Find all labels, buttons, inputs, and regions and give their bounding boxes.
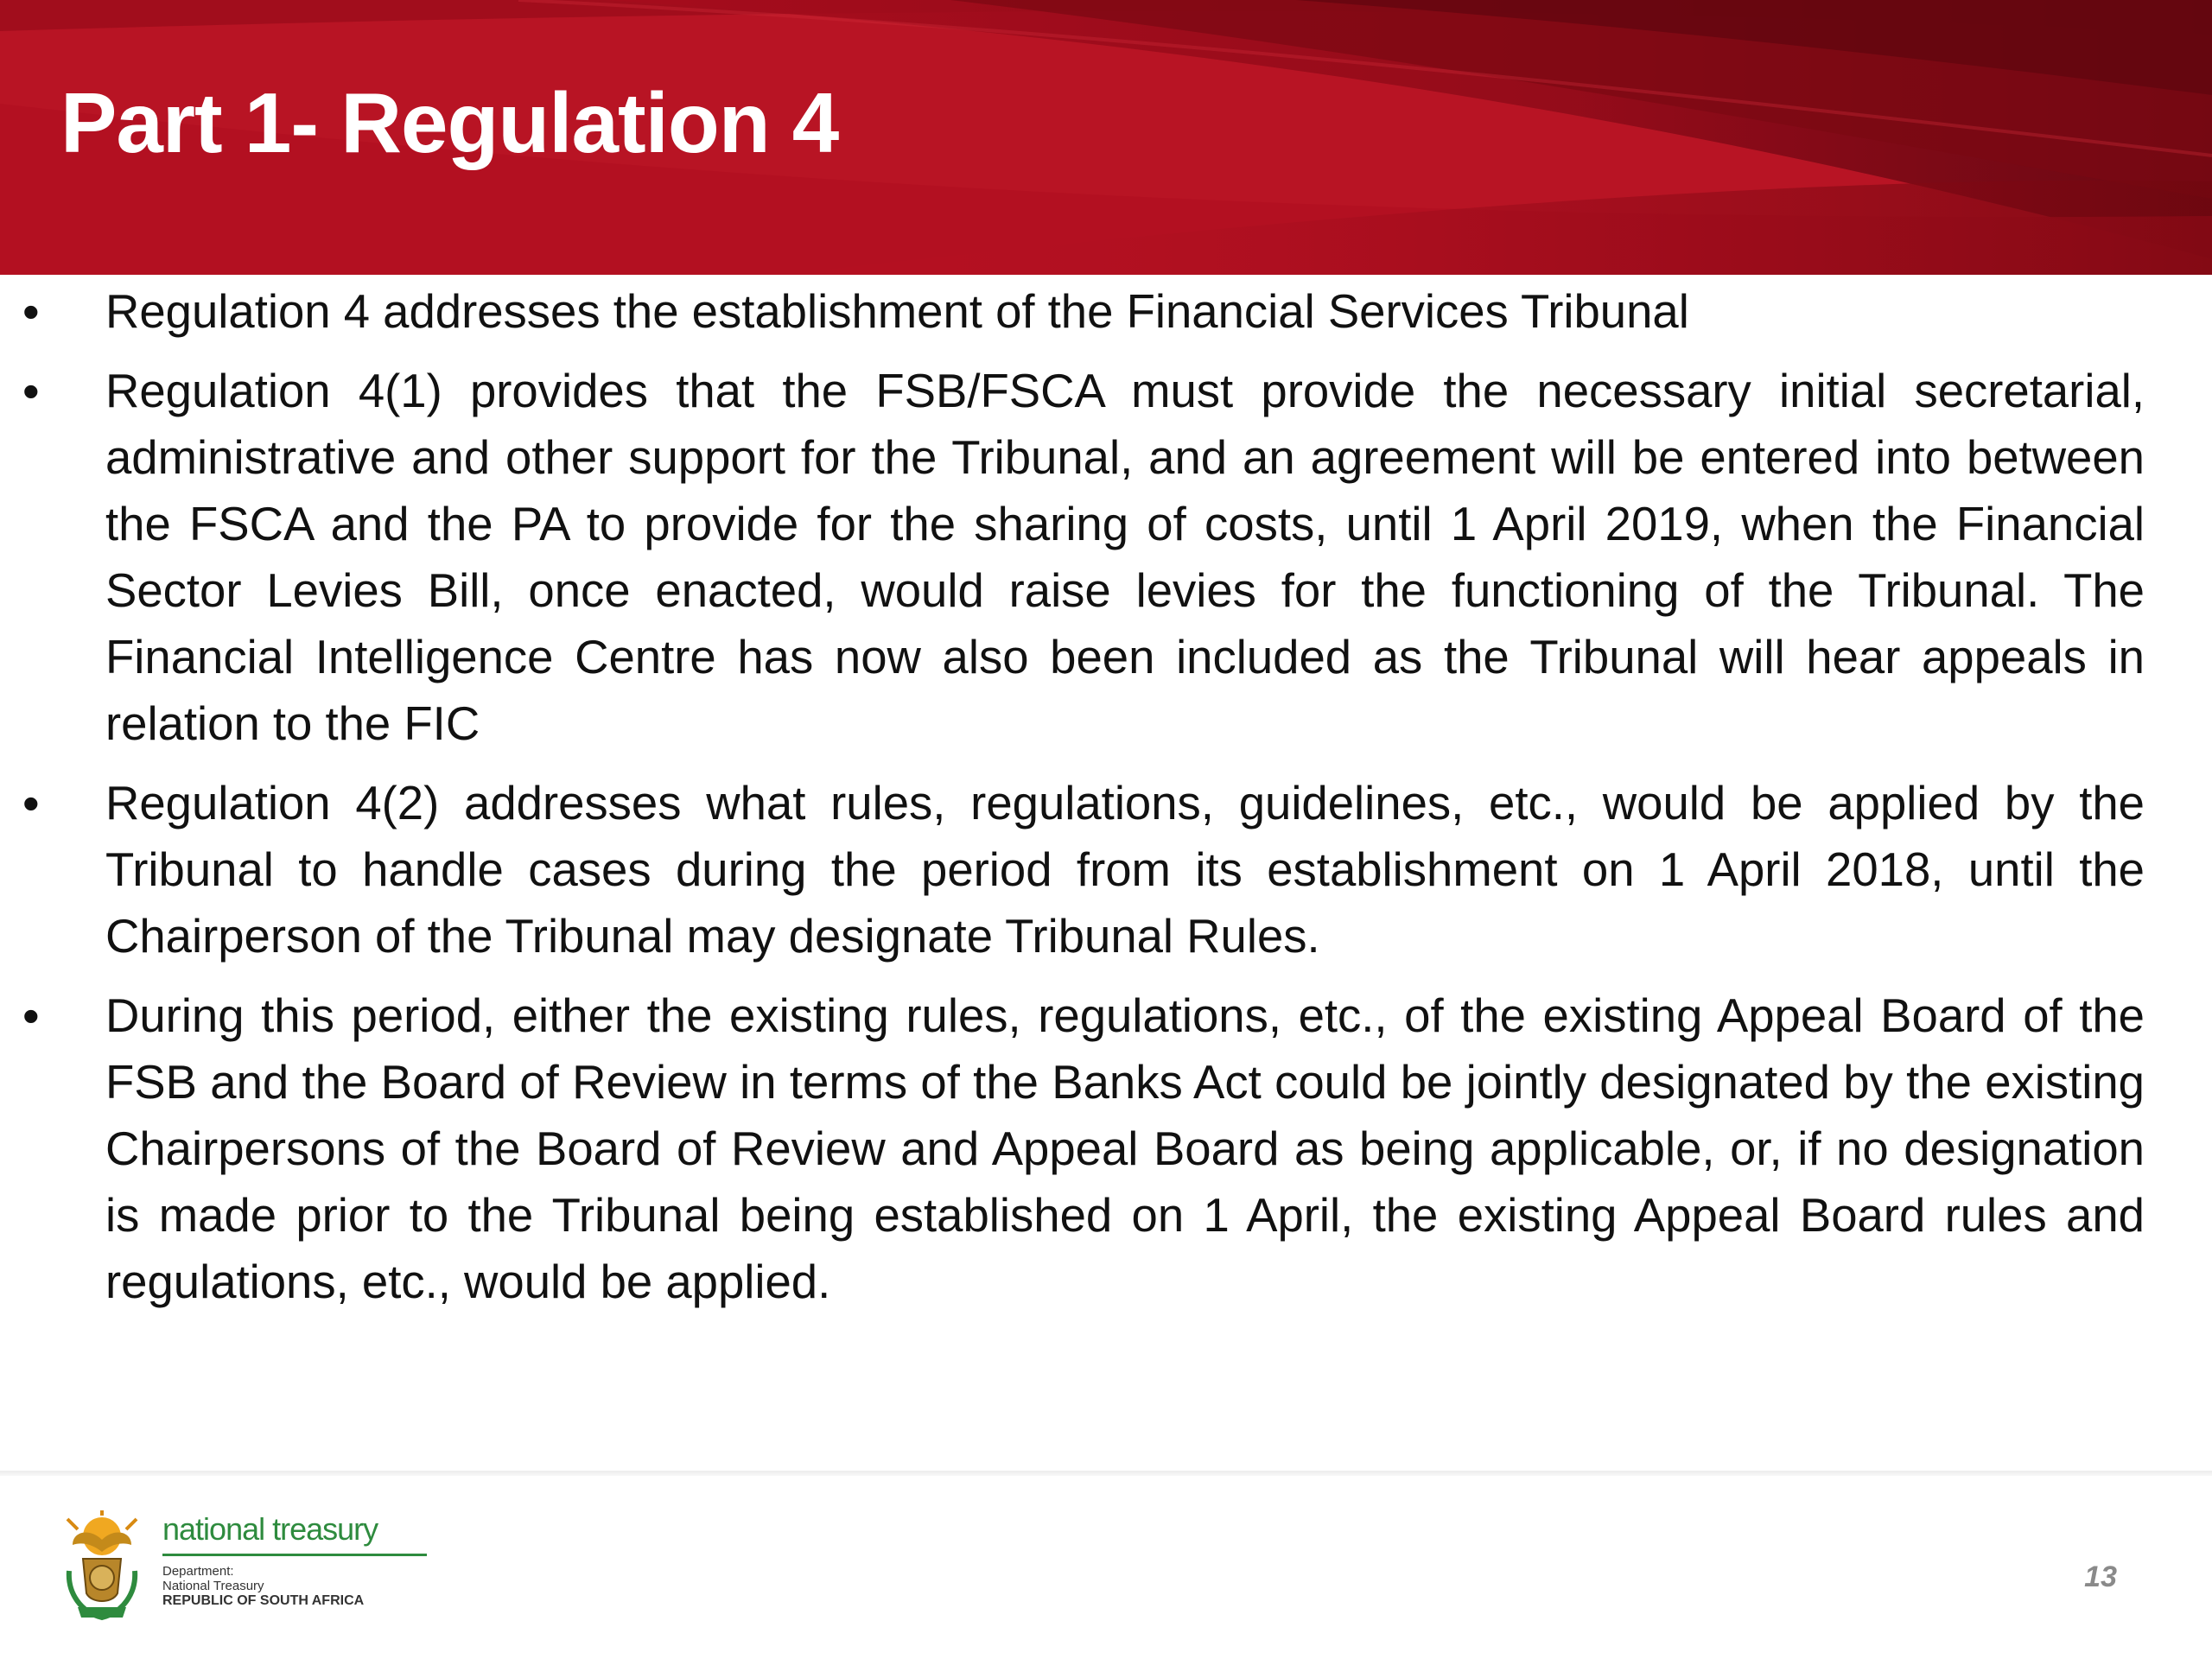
bullet-item: • Regulation 4 addresses the establishment of the Financial Services Tribunal — [0, 278, 2145, 345]
bullet-item: • Regulation 4(2) addresses what rules, regulations, guidelines, etc., would be applied by the Tribunal to handle cases during the period from its establishment on 1 April 2018, until the Chairperson of the Tribunal may designate Tribunal Rules. — [0, 770, 2145, 969]
brand-department-label: Department: — [162, 1564, 234, 1579]
footer-divider — [0, 1471, 2212, 1476]
brand-department-name: National Treasury — [162, 1579, 264, 1593]
brand-underline — [162, 1554, 427, 1556]
slide-header — [0, 0, 2212, 275]
national-treasury-logo — [60, 1510, 389, 1623]
page-number: 13 — [2084, 1560, 2117, 1593]
bullet-item: • During this period, either the existing rules, regulations, etc., of the existing Appeal Board of the FSB and the Board of Review in terms of the Banks Act could be jointly designated by the existing Chairpersons of the Board of Review and Appeal Board as being applicable, or, if no designation is made prior to the Tribunal being established on 1 April, the existing Appeal Board rules and regulations, etc., would be applied. — [0, 982, 2145, 1315]
brand-name: national treasury — [162, 1511, 378, 1547]
brand-country: REPUBLIC OF SOUTH AFRICA — [162, 1593, 365, 1608]
slide-body — [0, 278, 2212, 1328]
slide-title: Part 1- Regulation 4 — [60, 75, 839, 170]
coat-of-arms-icon — [60, 1510, 143, 1623]
bullet-item: • Regulation 4(1) provides that the FSB/FSCA must provide the necessary initial secretarial, administrative and other support for the Tribunal, and an agreement will be entered into between the FSCA and the PA to provide for the sharing of costs, until 1 April 2019, when the Financial Sector Levies Bill, once enacted, would raise levies for the functioning of the Tribunal. The Financial Intelligence Centre has now also been included as the Tribunal will hear appeals in relation to the FIC — [0, 358, 2145, 757]
